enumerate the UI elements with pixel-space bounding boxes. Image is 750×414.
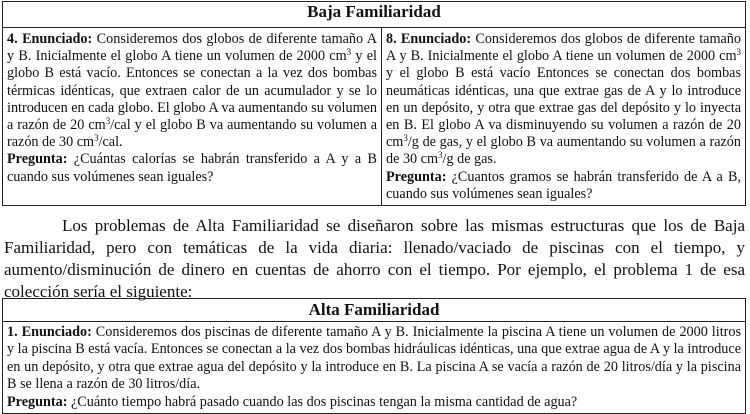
problem-8-text-1: Consideremos dos globos de diferente tamaño A y B. Inicialmente el globo A tiene un volumen de 2000 cm xyxy=(386,31,741,65)
high-familiarity-title: Alta Familiaridad xyxy=(3,299,746,322)
problem-4-text-2: y el globo B está vacío. Entonces se conectan a la vez dos bombas térmicas idénticas, que extraen calor de un acumulador y se lo introducen en cada globo. El globo A va aumentando su volumen a razón de 20 cm xyxy=(7,48,377,134)
problem-8-cell: 8. Enunciado: Consideremos dos globos de diferente tamaño A y B. Inicialmente el globo A tiene un volumen de 2000 $cm^3$ y el globo B está vacío Entonces se conectan dos bombas neumáticas idénticas, una que extrae gas de A y lo introduce en un depósito, y otra que extrae gas del depósito y lo inyecta en B. El globo A va disminuyendo su volumen a razón de 20 $cm^3/g$ de gas, y el globo B va aumentando su volumen a razón de 30 $cm^3/g$ de gas. Pregunta: ¿Cuantos gramos se habrán transferido de A a B, cuando sus volúmenes sean iguales? xyxy=(382,28,746,206)
body-paragraph xyxy=(4,215,745,303)
problem-1-question: ¿Cuánto tiempo habrá pasado cuando las dos piscinas tengan la misma cantidad de agua? xyxy=(67,393,578,410)
problem-4-question: ¿Cuántas calorías se habrán transferido a A y a B cuando sus volúmenes sean iguales? xyxy=(7,151,377,185)
high-familiarity-table xyxy=(2,298,746,414)
problem-1-label: 1. Enunciado: xyxy=(7,324,92,340)
problem-1-text: Consideremos dos piscinas de diferente tamaño A y B. Inicialmente la piscina A tiene un volumen de 2000 litros y la piscina B está vacía. Entonces se conectan a la vez dos bombas hidráulicas idénticas, una que extrae agua de A y la introduce en un depósito, y otra que extrae agua del depósito y la introduce en B. La piscina A se vacía a razón de 20 litros/día y la piscina B se llena a razón de 30 litros/día. xyxy=(7,324,741,393)
problem-4-text-3: /cal y el globo B va aumentando su volumen a razón de 30 cm xyxy=(7,117,377,151)
problem-4-text-4: /cal. xyxy=(98,134,123,151)
problem-8-text-2: y el globo B está vacío Entonces se conectan dos bombas neumáticas idénticas, una que extrae gas de A y lo introduce en un depósito, y otra que extrae gas del depósito y lo inyecta en B. El globo A va disminuyendo su volumen a razón de 20 cm xyxy=(386,65,741,151)
problem-8-label: 8. Enunciado: xyxy=(386,31,472,47)
problem-4-cell: 4. Enunciado: Consideremos dos globos de diferente tamaño A y B. Inicialmente el globo A tiene un volumen de 2000 $cm^3$ y el globo B está vacío. Entonces se conectan a la vez dos bombas térmicas idénticas, que extraen calor de un acumulador y se lo introducen en cada globo. El globo A va aumentando su volumen a razón de 20 $cm^3$/cal y el globo B va aumentando su volumen a razón de 30 $cm^3$/cal. Pregunta: ¿Cuántas calorías se habrán transferido a A y a B cuando sus volúmenes sean iguales? xyxy=(3,28,382,206)
problem-4-label: 4. Enunciado: xyxy=(7,31,93,47)
problem-8-question: ¿Cuantos gramos se habrán transferido de A a B, cuando sus volúmenes sean iguales? xyxy=(386,168,741,202)
problem-4-text-1: Consideremos dos globos de diferente tamaño A y B. Inicialmente el globo A tiene un volumen de 2000 cm xyxy=(7,31,377,65)
low-familiarity-table xyxy=(2,1,746,206)
problem-8-text-3: /g de gas, y el globo B va aumentando su volumen a razón de 30 cm xyxy=(386,134,741,168)
problem-8-question-label: Pregunta: xyxy=(386,168,447,185)
problem-4-question-label: Pregunta: xyxy=(7,151,68,168)
body-paragraph-text: Los problemas de Alta Familiaridad se diseñaron sobre las mismas estructuras que los de Baja Familiaridad, pero con temáticas de la vida diaria: llenado/vaciado de piscinas con el tiempo, y aumento/disminución de dinero en cuentas de ahorro con el tiempo. Por ejemplo, el problema 1 de esa colección sería el siguiente: xyxy=(4,216,745,301)
low-familiarity-title: Baja Familiaridad xyxy=(3,2,746,28)
problem-1-question-label: Pregunta: xyxy=(7,393,68,410)
problem-1-cell xyxy=(3,322,746,414)
problem-8-text-4: /g de gas. xyxy=(442,151,497,168)
